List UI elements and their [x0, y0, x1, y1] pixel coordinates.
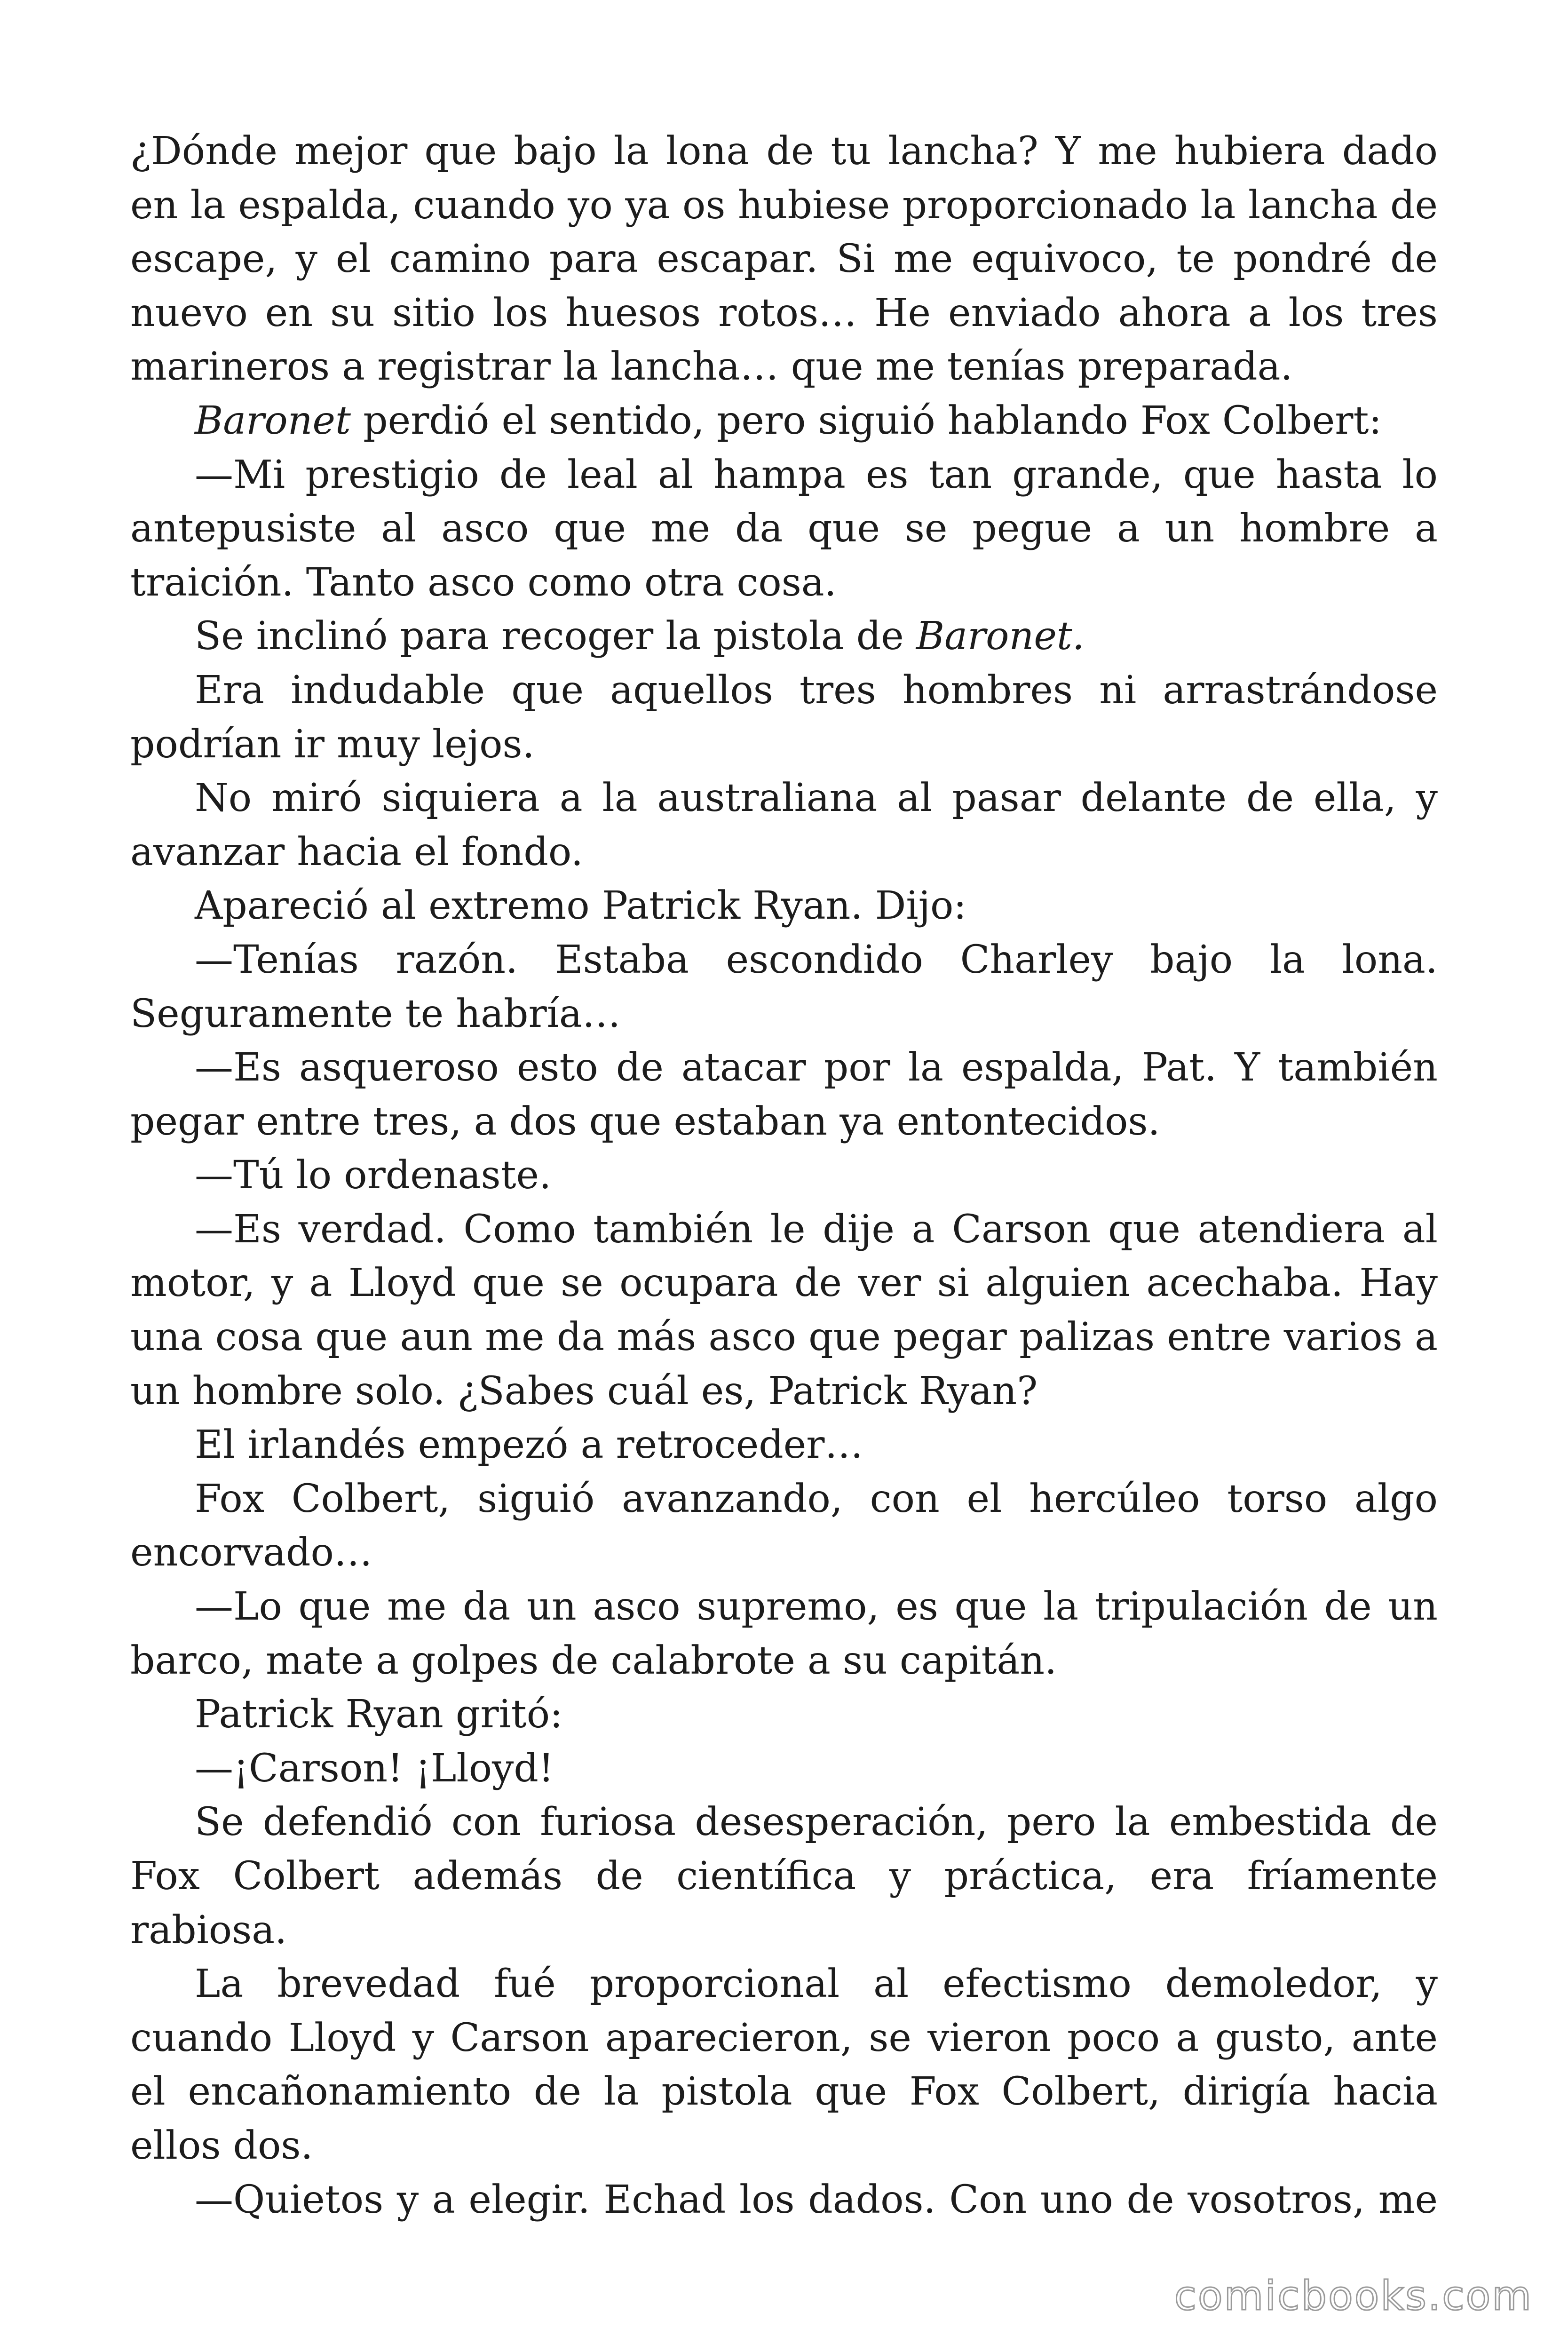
paragraph — [130, 1957, 1438, 2173]
paragraph — [130, 1796, 1438, 1957]
text-segment: No miró siquiera a la australiana al pasar delante de ella, y avanzar hacia el fondo. — [130, 776, 1438, 874]
italic-text: Baronet. — [916, 614, 1085, 659]
paragraph — [130, 1472, 1438, 1580]
text-segment: Apareció al extremo Patrick Ryan. Dijo: — [195, 883, 967, 929]
text-segment: —Tenías razón. Estaba escondido Charley bajo la lona. Seguramente te habría… — [130, 937, 1438, 1036]
text-segment: —Tú lo ordenaste. — [195, 1153, 552, 1198]
text-segment: —Es verdad. Como también le dije a Carson que atendiera al motor, y a Lloyd que se ocupara de ver si alguien acechaba. Hay una cosa que aun me da más asco que pegar palizas entre varios a un hombre solo. ¿Sabes cuál es, Patrick Ryan? — [130, 1207, 1438, 1414]
paragraph — [130, 1580, 1438, 1688]
text-segment: Patrick Ryan gritó: — [195, 1692, 563, 1737]
italic-text: Baronet — [195, 398, 351, 443]
paragraph — [130, 125, 1438, 394]
text-segment: Se defendió con furiosa desesperación, pero la embestida de Fox Colbert además de científica y práctica, era fríamente rabiosa. — [130, 1800, 1438, 1953]
text-segment: El irlandés empezó a retroceder… — [195, 1422, 863, 1468]
paragraph — [130, 610, 1438, 664]
paragraph — [130, 1688, 1438, 1742]
text-segment: perdió el sentido, pero siguió hablando Fox Colbert: — [351, 398, 1382, 443]
paragraph — [130, 1041, 1438, 1149]
text-segment: Se inclinó para recoger la pistola de — [195, 614, 916, 659]
paragraph — [130, 1149, 1438, 1203]
paragraph — [130, 1742, 1438, 1796]
text-segment: ¿Dónde mejor que bajo la lona de tu lancha? Y me hubiera dado en la espalda, cuando yo ya os hubiese proporcionado la lancha de escape, y el camino para escapar. Si me equivoco, te pondré de nuevo en su sitio los huesos rotos… He enviado ahora a los tres marineros a registrar la lancha… que me tenías preparada. — [130, 129, 1438, 389]
watermark: comicbooks.com — [1174, 2273, 1533, 2320]
text-segment: La brevedad fué proporcional al efectismo demoledor, y cuando Lloyd y Carson aparecieron, se vieron poco a gusto, ante el encañonamiento de la pistola que Fox Colbert, dirigía hacia ellos dos. — [130, 1962, 1438, 2168]
paragraph — [130, 394, 1438, 448]
paragraph — [130, 933, 1438, 1041]
text-segment: Fox Colbert, siguió avanzando, con el hercúleo torso algo encorvado… — [130, 1476, 1438, 1575]
text-segment: —Lo que me da un asco supremo, es que la tripulación de un barco, mate a golpes de calabrote a su capitán. — [130, 1584, 1438, 1683]
page-text — [130, 125, 1438, 2227]
paragraph — [130, 1203, 1438, 1418]
text-segment: —Quietos y a elegir. Echad los dados. Con uno de vosotros, me — [195, 2177, 1438, 2222]
text-segment: —¡Carson! ¡Lloyd! — [195, 1746, 554, 1791]
paragraph — [130, 664, 1438, 771]
paragraph — [130, 2173, 1438, 2227]
text-segment: Era indudable que aquellos tres hombres ni arrastrándose podrían ir muy lejos. — [130, 667, 1438, 767]
paragraph — [130, 771, 1438, 879]
text-segment: —Es asqueroso esto de atacar por la espalda, Pat. Y también pegar entre tres, a dos que estaban ya entontecidos. — [130, 1045, 1438, 1144]
paragraph — [130, 879, 1438, 933]
text-segment: —Mi prestigio de leal al hampa es tan grande, que hasta lo antepusiste al asco que me da que se pegue a un hombre a traición. Tanto asco como otra cosa. — [130, 452, 1438, 605]
paragraph — [130, 448, 1438, 610]
paragraph — [130, 1418, 1438, 1472]
